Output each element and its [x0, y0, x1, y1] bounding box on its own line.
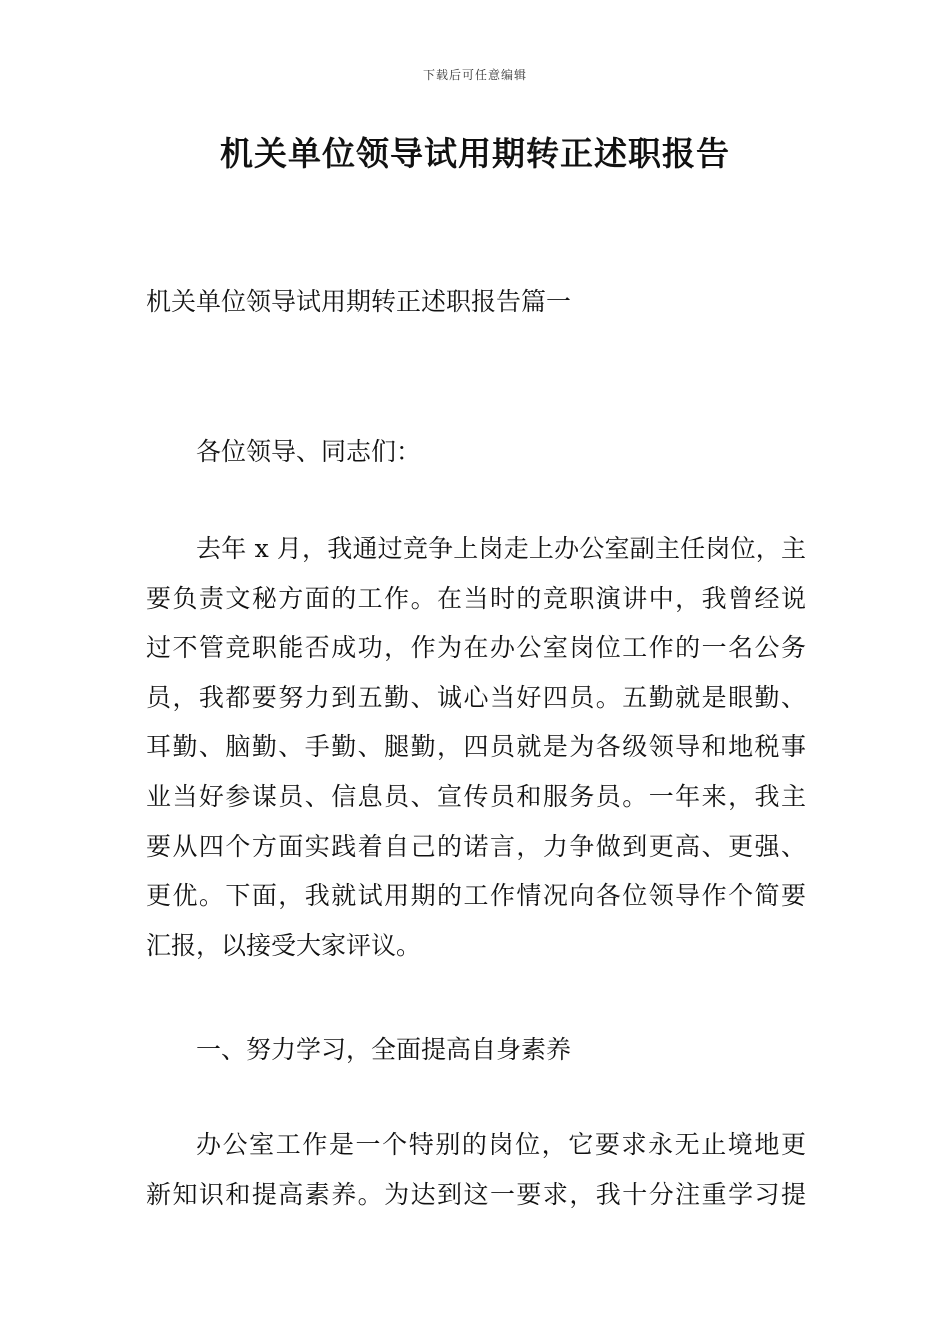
paragraph-line: 员，我都要努力到五勤、诚心当好四员。五勤就是眼勤、	[146, 682, 806, 712]
paragraph-line: 汇报，以接受大家评议。	[146, 930, 422, 960]
document-title: 机关单位领导试用期转正述职报告	[220, 134, 730, 173]
document-subtitle: 机关单位领导试用期转正述职报告篇一	[146, 287, 572, 316]
paragraph-line: 耳勤、脑勤、手勤、腿勤，四员就是为各级领导和地税事	[146, 732, 806, 762]
paragraph-line: 去年 x 月，我通过竞争上岗走上办公室副主任岗位，主	[196, 534, 806, 563]
salutation: 各位领导、同志们：	[196, 437, 422, 466]
paragraph-line: 要从四个方面实践着自己的诺言，力争做到更高、更强、	[146, 831, 806, 861]
paragraph-line: 办公室工作是一个特别的岗位，它要求永无止境地更	[196, 1130, 806, 1159]
body-paragraph	[146, 524, 806, 970]
paragraph-line: 新知识和提高素养。为达到这一要求，我十分注重学习提	[146, 1179, 806, 1209]
body-paragraph	[146, 1120, 806, 1219]
header-note: 下载后可任意编辑	[422, 68, 527, 82]
paragraph-line: 业当好参谋员、信息员、宣传员和服务员。一年来，我主	[146, 781, 806, 811]
paragraph-line: 要负责文秘方面的工作。在当时的竞职演讲中，我曾经说	[146, 583, 806, 613]
paragraph-line: 过不管竞职能否成功，作为在办公室岗位工作的一名公务	[146, 633, 806, 663]
paragraph-line: 更优。下面，我就试用期的工作情况向各位领导作个简要	[146, 881, 806, 911]
section-heading: 一、努力学习，全面提高自身素养	[196, 1035, 572, 1064]
